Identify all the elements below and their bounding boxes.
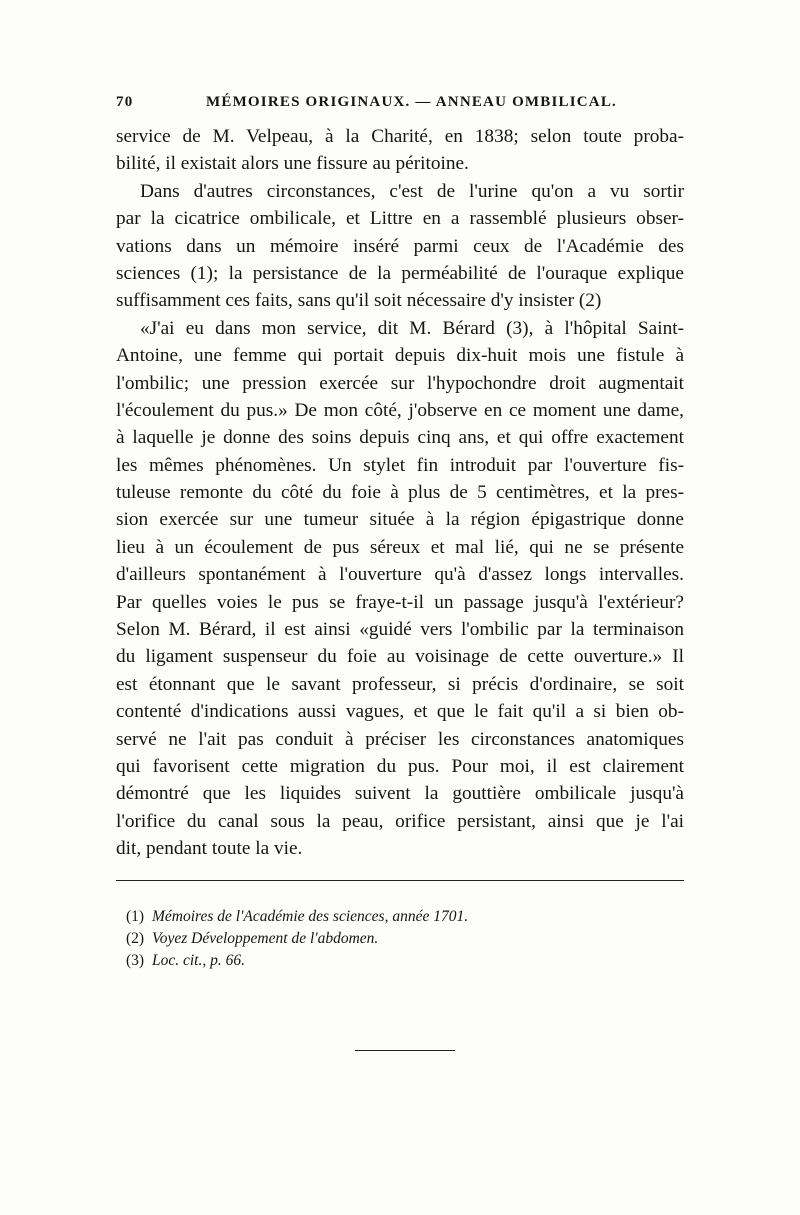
running-title: MÉMOIRES ORIGINAUX. — ANNEAU OMBILICAL.: [206, 94, 617, 110]
text-line: service de M. Velpeau, à la Charité, en 1838; selon toute proba-: [116, 126, 684, 147]
text-line: Selon M. Bérard, il est ainsi «guidé vers l'ombilic par la terminaison: [116, 619, 684, 641]
text-line: servé ne l'ait pas conduit à préciser les circonstances anatomiques: [116, 728, 684, 750]
text-line: contenté d'indications aussi vagues, et que le fait qu'il a si bien ob-: [116, 701, 684, 723]
text-line: l'ombilic; une pression exercée sur l'hypochondre droit augmentait: [116, 372, 684, 394]
text-line: démontré que les liquides suivent la gouttière ombilicale jusqu'à: [116, 783, 684, 805]
footnote-text: Loc. cit., p. 66.: [152, 952, 245, 969]
footnote-marker: (3): [126, 952, 145, 969]
footnote: [126, 906, 546, 928]
text-line: est étonnant que le savant professeur, si précis d'ordinaire, se soit: [116, 673, 684, 695]
text-line: à laquelle je donne des soins depuis cinq ans, et qui offre exactement: [116, 427, 684, 449]
text-line: les mêmes phénomènes. Un stylet fin introduit par l'ouverture fis-: [116, 454, 684, 476]
text-line: d'ailleurs spontanément à l'ouverture qu'à d'assez longs intervalles.: [116, 564, 684, 586]
text-line: Antoine, une femme qui portait depuis dix-huit mois une fistule à: [116, 345, 684, 367]
text-line: qui favorisent cette migration du pus. Pour moi, il est clairement: [116, 755, 684, 777]
footnote-divider: [116, 880, 684, 881]
text-line: lieu à un écoulement de pus séreux et mal lié, qui ne se présente: [116, 536, 684, 558]
text-line: Par quelles voies le pus se fraye-t-il un passage jusqu'à l'extérieur?: [116, 591, 684, 613]
text-line: «J'ai eu dans mon service, dit M. Bérard (3), à l'hôpital Saint-: [140, 317, 684, 339]
text-line: suffisamment ces faits, sans qu'il soit nécessaire d'y insister (2): [116, 290, 602, 312]
text-line: l'orifice du canal sous la peau, orifice persistant, ainsi que je l'ai: [116, 810, 684, 832]
text-line: du ligament suspenseur du foie au voisinage de cette ouverture.» Il: [116, 646, 684, 668]
text-line: Dans d'autres circonstances, c'est de l'urine qu'on a vu sortir: [140, 180, 684, 202]
running-header: [116, 94, 684, 114]
footnote-text: Mémoires de l'Académie des sciences, année 1701.: [152, 908, 469, 925]
footnotes: [126, 906, 546, 972]
text-line: vations dans un mémoire inséré parmi ceux de l'Académie des: [116, 235, 684, 257]
end-of-section-rule: [355, 1050, 455, 1051]
text-line: tuleuse remonte du côté du foie à plus de 5 centimètres, et la pres-: [116, 482, 684, 504]
page-number: 70: [116, 94, 134, 110]
body-text: [116, 123, 684, 863]
footnote: [126, 928, 546, 950]
text-line: sion exercée sur une tumeur située à la région épigastrique donne: [116, 509, 684, 531]
text-line: par la cicatrice ombilicale, et Littre en a rassemblé plusieurs obser-: [116, 208, 684, 230]
footnote: [126, 950, 546, 972]
text-line: l'écoulement du pus.» De mon côté, j'observe en ce moment une dame,: [116, 399, 684, 421]
footnote-text: Voyez Développement de l'abdomen.: [152, 930, 379, 947]
text-line: bilité, il existait alors une fissure au péritoine.: [116, 153, 469, 175]
text-line: dit, pendant toute la vie.: [116, 838, 303, 860]
footnote-marker: (2): [126, 930, 145, 947]
text-line: sciences (1); la persistance de la perméabilité de l'ouraque explique: [116, 262, 684, 284]
footnote-marker: (1): [126, 908, 145, 925]
